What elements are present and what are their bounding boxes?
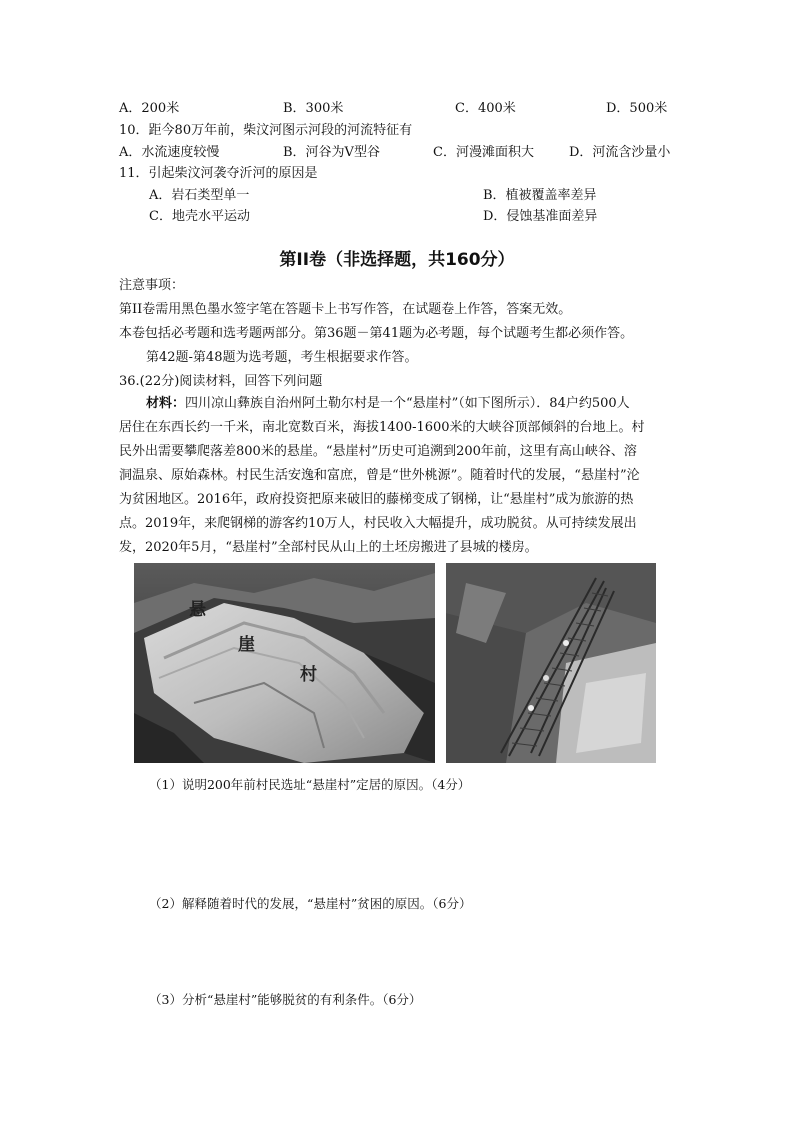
material-line-3: 民外出需要攀爬落差800米的悬崖。“悬崖村”历史可追溯到200年前，这里有高山峡谷、溶 — [119, 444, 637, 459]
q11-option-a: A．岩石类型单一 — [149, 188, 250, 203]
notes-line-2: 本卷包括必考题和选考题两部分。第36题－第41题为必考题，每个试题考生都必须作答。 — [119, 326, 634, 341]
q11-option-b: B．植被覆盖率差异 — [483, 188, 597, 203]
q10-option-a: A．水流速度较慢 — [119, 145, 220, 160]
notes-heading: 注意事项： — [119, 278, 185, 293]
q9-option-d: D．500米 — [606, 101, 668, 116]
notes-line-3: 第42题-第48题为选考题，考生根据要求作答。 — [146, 350, 418, 365]
material-line-2: 居住在东西长约一千米，南北宽数百米，海拔1400-1600米的大峡谷顶部倾斜的台地上。村 — [119, 420, 645, 435]
material-label: 材料： — [146, 396, 186, 411]
q10-option-c: C．河漫滩面积大 — [433, 145, 534, 160]
material-text-1: 四川凉山彝族自治州阿土勒尔村是一个“悬崖村”（如下图所示）．84户约500人 — [185, 396, 630, 411]
material-line-4: 洞温泉、原始森林。村民生活安逸和富庶，曾是“世外桃源”。随着时代的发展，“悬崖村”沦 — [119, 468, 640, 483]
q36-sub2: （2）解释随着时代的发展，“悬崖村”贫困的原因。（6分） — [149, 896, 472, 911]
cliff-village-photo — [134, 563, 435, 763]
material-line-7: 发，2020年5月，“悬崖村”全部村民从山上的土坯房搬进了县城的楼房。 — [119, 540, 538, 555]
q36-sub3: （3）分析“悬崖村”能够脱贫的有利条件。（6分） — [149, 992, 422, 1007]
q36-stem: 36.(22分)阅读材料，回答下列问题 — [119, 374, 323, 389]
q11-option-c: C．地壳水平运动 — [149, 209, 250, 224]
q9-option-b: B．300米 — [283, 101, 344, 116]
q11-option-d: D．侵蚀基准面差异 — [483, 209, 598, 224]
q9-option-c: C．400米 — [455, 101, 516, 116]
notes-line-1: 第II卷需用黑色墨水签字笔在答题卡上书写作答，在试题卷上作答，答案无效。 — [119, 302, 572, 317]
q10-stem: 10．距今80万年前，柴汶河图示河段的河流特征有 — [119, 123, 413, 138]
photo-label-char-1: 悬 — [189, 600, 206, 620]
photo-label-char-2: 崖 — [238, 635, 255, 655]
material-line-5: 为贫困地区。2016年，政府投资把原来破旧的藤梯变成了钢梯，让“悬崖村”成为旅游的热 — [119, 492, 634, 507]
material-line-6: 点。2019年，来爬钢梯的游客约10万人，村民收入大幅提升，成功脱贫。从可持续发展出 — [119, 516, 637, 531]
photo-label-char-3: 村 — [300, 665, 317, 685]
q10-option-b: B．河谷为V型谷 — [283, 145, 380, 160]
q11-stem: 11．引起柴汶河袭夺沂河的原因是 — [119, 166, 318, 181]
q10-option-d: D．河流含沙量小 — [569, 145, 671, 160]
material-line-1 — [146, 395, 630, 413]
q36-sub1: （1）说明200年前村民选址“悬崖村”定居的原因。（4分） — [149, 777, 471, 792]
steel-ladder-photo — [446, 563, 656, 763]
q9-option-a: A．200米 — [119, 101, 180, 116]
section-title: 第II卷（非选择题，共160分） — [279, 250, 515, 270]
